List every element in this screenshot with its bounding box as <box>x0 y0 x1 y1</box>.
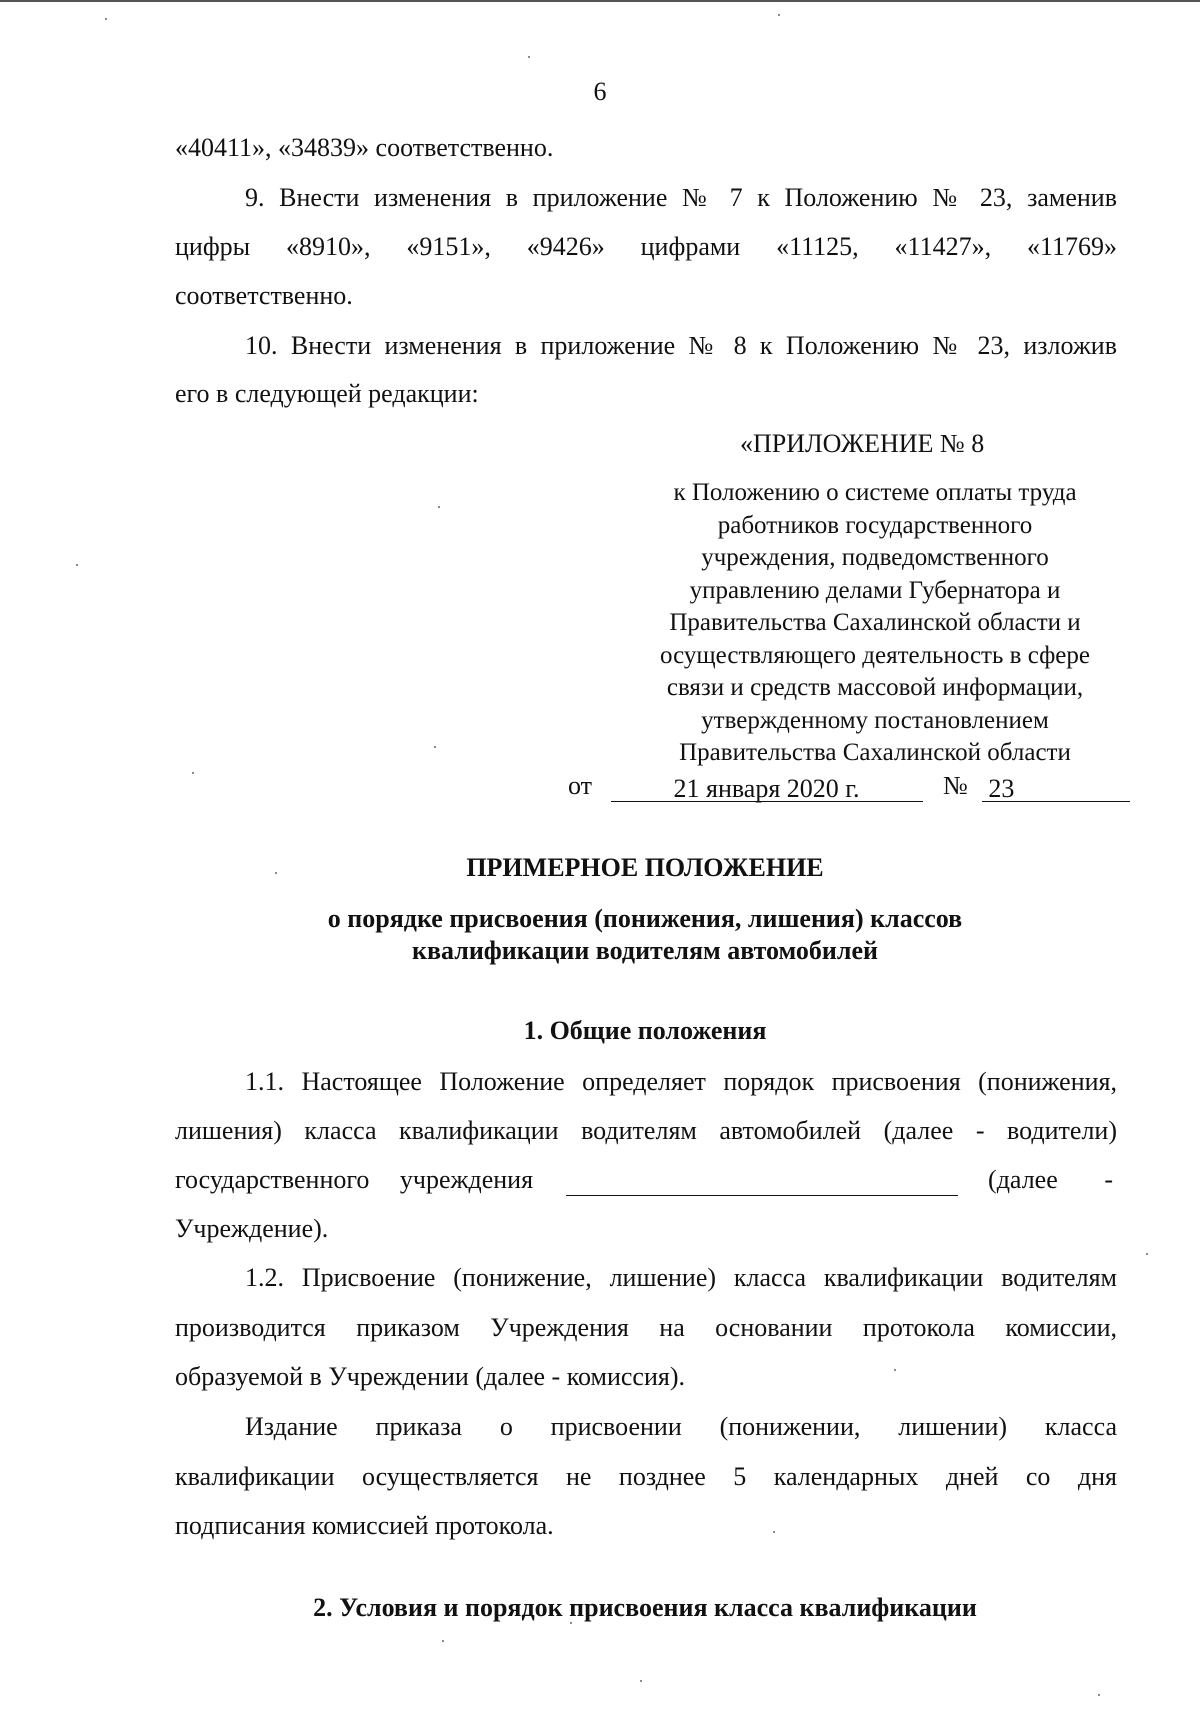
paragraph-1-3-line-1: Издание приказа о присвоении (понижении, лишении) класса <box>245 1412 1117 1441</box>
scan-speck <box>1098 1694 1100 1696</box>
appendix-date-row <box>568 770 1130 802</box>
date-value: 21 января 2020 г. <box>673 774 860 803</box>
appendix-line: осуществляющего деятельность в сфере <box>660 642 1090 669</box>
paragraph-9-line-3: соответственно. <box>175 281 353 310</box>
page-number: 6 <box>593 77 607 106</box>
document-subtitle-line-1: о порядке присвоения (понижения, лишения) классов <box>327 904 963 933</box>
paragraph-10-line-1: 10. Внести изменения в приложение № 8 к Положению № 23, изложив <box>245 331 1117 360</box>
document-title: ПРИМЕРНОЕ ПОЛОЖЕНИЕ <box>466 853 824 882</box>
appendix-line: Правительства Сахалинской области <box>679 739 1071 766</box>
section-1-heading: 1. Общие положения <box>523 1016 767 1045</box>
scan-speck <box>1146 1253 1148 1255</box>
text-fragment: учреждения <box>399 1165 534 1194</box>
appendix-line: учреждения, подведомственного <box>701 544 1049 571</box>
paragraph-9-line-2: цифры «8910», «9151», «9426» цифрами «11125, «11427», «11769» <box>175 232 1117 261</box>
number-label: № <box>943 771 968 800</box>
paragraph-9-line-1: 9. Внести изменения в приложение № 7 к Положению № 23, заменив <box>245 183 1117 212</box>
appendix-line: Правительства Сахалинской области и <box>669 609 1081 636</box>
appendix-line: связи и средств массовой информации, <box>666 674 1084 701</box>
scan-speck <box>192 772 194 774</box>
scan-speck <box>442 1640 444 1642</box>
scan-speck <box>105 18 107 20</box>
paragraph-1-2-line-3: образуемой в Учреждении (далее - комиссия). <box>175 1362 685 1391</box>
paragraph-10-line-2: его в следующей редакции: <box>175 379 479 408</box>
text-fragment: - <box>1104 1165 1113 1194</box>
paragraph-1-3-line-3: подписания комиссией протокола. <box>175 1511 554 1540</box>
number-value: 23 <box>988 774 1015 803</box>
scan-speck <box>778 14 780 16</box>
paragraph-1-1-line-4: Учреждение). <box>175 1214 329 1243</box>
scan-speck <box>528 56 530 58</box>
date-field <box>611 773 923 802</box>
appendix-line: работников государственного <box>717 512 1033 539</box>
paragraph-1-3-line-2: квалификации осуществляется не позднее 5 календарных дней со дня <box>175 1462 1117 1491</box>
scan-speck <box>894 1369 896 1371</box>
paragraph-1-2-line-2: производится приказом Учреждения на основании протокола комиссии, <box>175 1313 1117 1342</box>
section-2-heading: 2. Условия и порядок присвоения класса квалификации <box>313 1593 977 1622</box>
institution-name-blank <box>566 1169 958 1196</box>
appendix-line: управлению делами Губернатора и <box>689 577 1061 604</box>
scan-speck <box>275 872 277 874</box>
scan-speck <box>438 506 440 508</box>
paragraph-1-1-line-1: 1.1. Настоящее Положение определяет порядок присвоения (понижения, <box>245 1067 1117 1096</box>
scan-speck <box>434 746 436 748</box>
paragraph-1-1-line-2: лишения) класса квалификации водителям автомобилей (далее - водители) <box>175 1116 1117 1145</box>
appendix-heading: «ПРИЛОЖЕНИЕ № 8 <box>740 429 985 458</box>
number-field <box>982 773 1130 802</box>
scan-speck <box>773 1531 775 1533</box>
paragraph-1-2-line-1: 1.2. Присвоение (понижение, лишение) класса квалификации водителям <box>245 1263 1117 1292</box>
scan-speck <box>76 564 78 566</box>
paragraph-continuation: «40411», «34839» соответственно. <box>175 133 554 162</box>
scan-speck <box>570 1622 572 1624</box>
appendix-line: утвержденному постановлением <box>701 707 1049 734</box>
scan-speck <box>640 1680 642 1682</box>
paragraph-1-1-line-3 <box>175 1164 1117 1196</box>
date-from-label: от <box>568 771 593 800</box>
text-fragment: государственного <box>175 1165 370 1194</box>
scan-top-border <box>0 0 1200 2</box>
appendix-line: к Положению о системе оплаты труда <box>673 479 1077 506</box>
document-subtitle-line-2: квалификации водителям автомобилей <box>411 936 879 965</box>
text-fragment: (далее <box>988 1165 1058 1194</box>
